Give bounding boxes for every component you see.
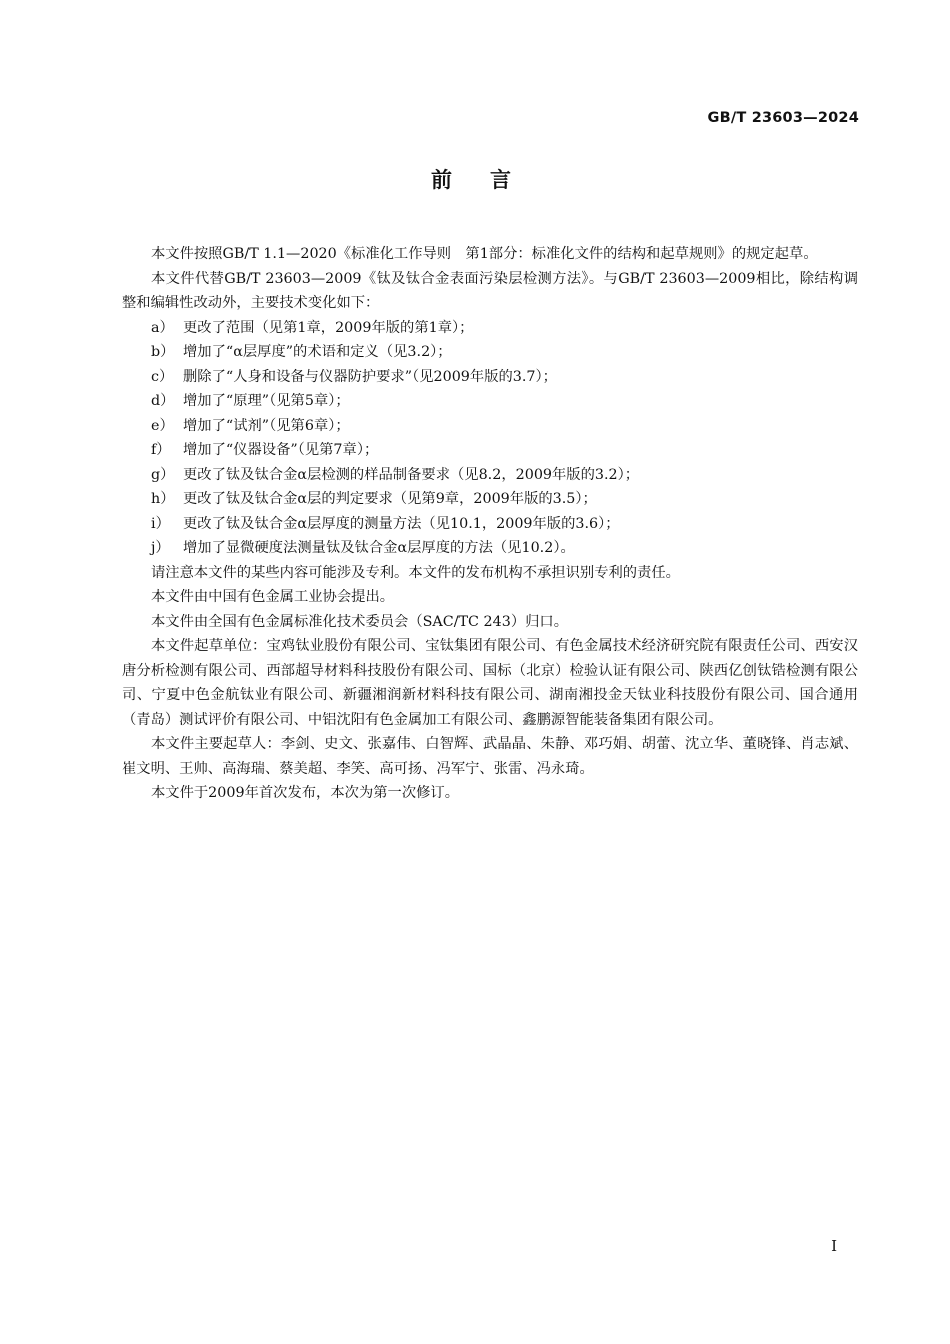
list-item — [122, 365, 858, 390]
list-item-text: 增加了“原理”（见第5章）； — [183, 393, 350, 409]
list-marker: e） — [151, 417, 174, 434]
drafting-units-paragraph: 本文件起草单位：宝鸡钛业股份有限公司、宝钛集团有限公司、有色金属技术经济研究院有限责任公司、西安汉唐分析检测有限公司、西部超导材料科技股份有限公司、国标（北京）检验认证有限公司、陕西亿创钛锆检测有限公司、宁夏中色金航钛业有限公司、新疆湘润新材料科技有限公司、湖南湘投金天钛业科技股份有限公司、国合通用（青岛）测试评价有限公司、中铝沈阳有色金属加工有限公司、鑫鹏源智能装备集团有限公司。 — [122, 638, 858, 728]
paragraph: 本文件代替GB/T 23603—2009《钛及钛合金表面污染层检测方法》。与GB/T 23603—2009相比，除结构调整和编辑性改动外，主要技术变化如下： — [122, 270, 858, 311]
list-item — [122, 487, 858, 512]
list-item-text: 增加了“试剂”（见第6章）； — [183, 417, 350, 434]
paragraph: 本文件按照GB/T 1.1—2020《标准化工作导则 第1部分：标准化文件的结构和起草规则》的规定起草。 — [151, 246, 818, 262]
revision-history-paragraph: 本文件于2009年首次发布，本次为第一次修订。 — [151, 785, 460, 801]
page-number: I — [831, 1237, 837, 1255]
list-item — [122, 536, 858, 561]
list-marker: f） — [151, 442, 171, 458]
list-marker: i） — [151, 515, 170, 532]
list-item-text: 更改了钛及钛合金α层的判定要求（见第9章，2009年版的3.5）； — [183, 491, 597, 507]
page-title: 前言 — [431, 168, 549, 192]
list-item-text: 更改了钛及钛合金α层厚度的测量方法（见10.1，2009年版的3.6）； — [183, 515, 620, 532]
list-item — [122, 316, 858, 341]
list-item-text: 更改了钛及钛合金α层检测的样品制备要求（见8.2，2009年版的3.2）； — [183, 466, 640, 483]
list-marker: a） — [151, 319, 174, 336]
list-item-text: 删除了“人身和设备与仪器防护要求”（见2009年版的3.7）； — [183, 368, 557, 385]
list-item — [122, 389, 858, 414]
list-marker: d） — [151, 393, 175, 409]
proposer-paragraph: 本文件由中国有色金属工业协会提出。 — [151, 589, 395, 605]
list-marker: b） — [151, 344, 175, 360]
list-item-text: 增加了显微硬度法测量钛及钛合金α层厚度的方法（见10.2）。 — [183, 540, 575, 556]
document-body — [122, 242, 858, 806]
list-item — [122, 463, 858, 488]
drafters-paragraph: 本文件主要起草人：李剑、史文、张嘉伟、白智辉、武晶晶、朱静、邓巧娟、胡蕾、沈立华、董晓锋、肖志斌、崔文明、王帅、高海瑞、蔡美超、李笑、高可扬、冯军宁、张雷、冯永琦。 — [122, 736, 858, 777]
list-item-text: 更改了范围（见第1章，2009年版的第1章）； — [183, 319, 474, 336]
standard-number: GB/T 23603—2024 — [707, 110, 859, 126]
list-item — [122, 340, 858, 365]
list-item — [122, 438, 858, 463]
list-marker: h） — [151, 491, 175, 507]
list-marker: g） — [151, 466, 175, 483]
list-item-text: 增加了“仪器设备”（见第7章）； — [183, 442, 379, 458]
list-item-text: 增加了“α层厚度”的术语和定义（见3.2）； — [183, 344, 452, 360]
list-item — [122, 414, 858, 439]
list-marker: j） — [151, 540, 170, 556]
list-item — [122, 512, 858, 537]
committee-paragraph: 本文件由全国有色金属标准化技术委员会（SAC/TC 243）归口。 — [151, 613, 569, 630]
list-marker: c） — [151, 368, 174, 385]
patent-notice: 请注意本文件的某些内容可能涉及专利。本文件的发布机构不承担识别专利的责任。 — [151, 564, 680, 581]
